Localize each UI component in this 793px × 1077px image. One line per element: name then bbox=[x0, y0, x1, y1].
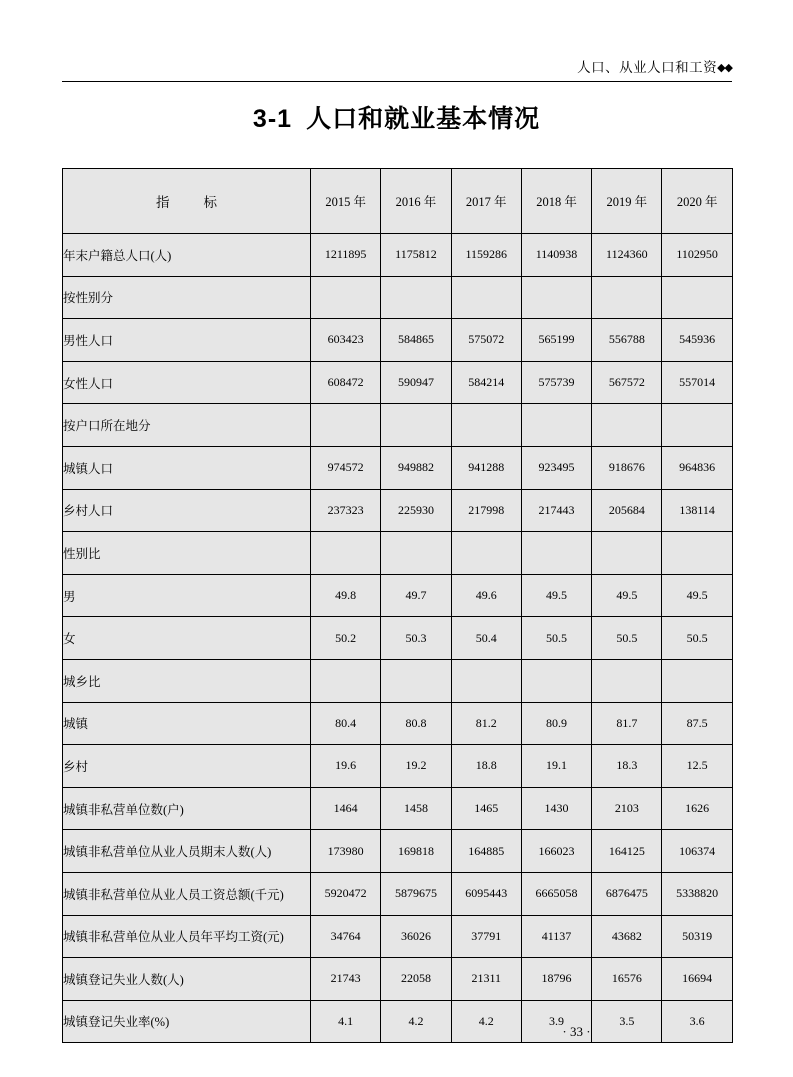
cell-value: 36026 bbox=[381, 915, 451, 958]
cell-value: 49.8 bbox=[311, 574, 381, 617]
table-row bbox=[63, 872, 733, 915]
page-footer bbox=[0, 1024, 793, 1040]
row-label: 女 bbox=[63, 617, 311, 660]
cell-value: 590947 bbox=[381, 361, 451, 404]
cell-value bbox=[592, 659, 662, 702]
cell-value bbox=[311, 404, 381, 447]
cell-value: 43682 bbox=[592, 915, 662, 958]
cell-value: 4.2 bbox=[381, 1000, 451, 1043]
cell-value bbox=[662, 659, 732, 702]
running-header bbox=[62, 56, 732, 76]
column-header-2019: 2019 年 bbox=[592, 169, 662, 234]
row-label: 城镇非私营单位从业人员年平均工资(元) bbox=[63, 915, 311, 958]
cell-value: 3.9 bbox=[521, 1000, 591, 1043]
cell-value: 50319 bbox=[662, 915, 732, 958]
cell-value: 557014 bbox=[662, 361, 732, 404]
row-label: 城乡比 bbox=[63, 659, 311, 702]
cell-value: 1430 bbox=[521, 787, 591, 830]
row-label: 乡村 bbox=[63, 745, 311, 788]
cell-value bbox=[381, 532, 451, 575]
cell-value: 50.3 bbox=[381, 617, 451, 660]
table-row bbox=[63, 489, 733, 532]
cell-value: 5920472 bbox=[311, 872, 381, 915]
cell-value: 34764 bbox=[311, 915, 381, 958]
cell-value bbox=[311, 532, 381, 575]
cell-value: 567572 bbox=[592, 361, 662, 404]
cell-value bbox=[662, 276, 732, 319]
cell-value: 80.9 bbox=[521, 702, 591, 745]
cell-value: 949882 bbox=[381, 446, 451, 489]
cell-value: 4.2 bbox=[451, 1000, 521, 1043]
cell-value: 584865 bbox=[381, 319, 451, 362]
cell-value: 608472 bbox=[311, 361, 381, 404]
cell-value: 974572 bbox=[311, 446, 381, 489]
column-header-2018: 2018 年 bbox=[521, 169, 591, 234]
column-header-2015: 2015 年 bbox=[311, 169, 381, 234]
cell-value: 80.4 bbox=[311, 702, 381, 745]
indicator-header-label: 指 标 bbox=[156, 195, 217, 210]
cell-value: 217443 bbox=[521, 489, 591, 532]
table-title-text: 人口和就业基本情况 bbox=[306, 105, 541, 133]
cell-value: 1465 bbox=[451, 787, 521, 830]
table-number: 3-1 bbox=[252, 105, 293, 133]
table-row bbox=[63, 446, 733, 489]
cell-value: 166023 bbox=[521, 830, 591, 873]
cell-value: 18.8 bbox=[451, 745, 521, 788]
cell-value bbox=[451, 404, 521, 447]
row-label: 城镇非私营单位从业人员工资总额(千元) bbox=[63, 872, 311, 915]
row-label: 乡村人口 bbox=[63, 489, 311, 532]
cell-value: 1175812 bbox=[381, 234, 451, 277]
cell-value: 205684 bbox=[592, 489, 662, 532]
cell-value bbox=[521, 404, 591, 447]
cell-value: 50.4 bbox=[451, 617, 521, 660]
row-label: 城镇非私营单位从业人员期末人数(人) bbox=[63, 830, 311, 873]
cell-value: 556788 bbox=[592, 319, 662, 362]
cell-value: 575739 bbox=[521, 361, 591, 404]
column-header-2016: 2016 年 bbox=[381, 169, 451, 234]
cell-value: 21311 bbox=[451, 958, 521, 1001]
cell-value bbox=[451, 276, 521, 319]
cell-value: 584214 bbox=[451, 361, 521, 404]
column-header-2017: 2017 年 bbox=[451, 169, 521, 234]
page-number: · 33 · bbox=[562, 1024, 591, 1039]
cell-value: 18.3 bbox=[592, 745, 662, 788]
page-title bbox=[0, 99, 793, 135]
cell-value: 19.6 bbox=[311, 745, 381, 788]
cell-value: 3.5 bbox=[592, 1000, 662, 1043]
table-row bbox=[63, 958, 733, 1001]
cell-value: 225930 bbox=[381, 489, 451, 532]
cell-value: 575072 bbox=[451, 319, 521, 362]
cell-value: 81.2 bbox=[451, 702, 521, 745]
cell-value: 21743 bbox=[311, 958, 381, 1001]
cell-value: 87.5 bbox=[662, 702, 732, 745]
table-header bbox=[63, 169, 733, 234]
cell-value: 565199 bbox=[521, 319, 591, 362]
cell-value: 22058 bbox=[381, 958, 451, 1001]
cell-value: 106374 bbox=[662, 830, 732, 873]
cell-value bbox=[311, 276, 381, 319]
cell-value: 1626 bbox=[662, 787, 732, 830]
column-header-2020: 2020 年 bbox=[662, 169, 732, 234]
cell-value: 80.8 bbox=[381, 702, 451, 745]
cell-value: 50.2 bbox=[311, 617, 381, 660]
column-header-indicator bbox=[63, 169, 311, 234]
row-label: 城镇登记失业人数(人) bbox=[63, 958, 311, 1001]
cell-value: 5879675 bbox=[381, 872, 451, 915]
cell-value bbox=[381, 276, 451, 319]
row-label: 女性人口 bbox=[63, 361, 311, 404]
cell-value bbox=[381, 659, 451, 702]
statistics-table-container bbox=[62, 168, 732, 1043]
cell-value: 138114 bbox=[662, 489, 732, 532]
row-label: 城镇 bbox=[63, 702, 311, 745]
table-row bbox=[63, 319, 733, 362]
cell-value: 49.6 bbox=[451, 574, 521, 617]
table-row bbox=[63, 404, 733, 447]
table-row bbox=[63, 276, 733, 319]
cell-value bbox=[381, 404, 451, 447]
table-row bbox=[63, 915, 733, 958]
cell-value: 1211895 bbox=[311, 234, 381, 277]
cell-value: 603423 bbox=[311, 319, 381, 362]
cell-value: 918676 bbox=[592, 446, 662, 489]
row-label: 城镇非私营单位数(户) bbox=[63, 787, 311, 830]
row-label: 性别比 bbox=[63, 532, 311, 575]
cell-value: 164885 bbox=[451, 830, 521, 873]
cell-value: 1140938 bbox=[521, 234, 591, 277]
cell-value: 50.5 bbox=[521, 617, 591, 660]
cell-value: 5338820 bbox=[662, 872, 732, 915]
cell-value: 16694 bbox=[662, 958, 732, 1001]
table-row bbox=[63, 659, 733, 702]
running-header-text: 人口、从业人口和工资 bbox=[577, 60, 718, 75]
cell-value bbox=[451, 532, 521, 575]
cell-value: 1102950 bbox=[662, 234, 732, 277]
cell-value: 50.5 bbox=[592, 617, 662, 660]
cell-value bbox=[592, 404, 662, 447]
cell-value: 237323 bbox=[311, 489, 381, 532]
table-row bbox=[63, 234, 733, 277]
cell-value: 19.2 bbox=[381, 745, 451, 788]
cell-value bbox=[592, 532, 662, 575]
cell-value: 1159286 bbox=[451, 234, 521, 277]
cell-value: 923495 bbox=[521, 446, 591, 489]
cell-value: 37791 bbox=[451, 915, 521, 958]
cell-value: 173980 bbox=[311, 830, 381, 873]
table-row bbox=[63, 830, 733, 873]
cell-value: 1464 bbox=[311, 787, 381, 830]
cell-value: 49.7 bbox=[381, 574, 451, 617]
cell-value: 3.6 bbox=[662, 1000, 732, 1043]
cell-value: 2103 bbox=[592, 787, 662, 830]
statistics-table bbox=[62, 168, 733, 1043]
cell-value bbox=[592, 276, 662, 319]
row-label: 按性别分 bbox=[63, 276, 311, 319]
cell-value: 49.5 bbox=[521, 574, 591, 617]
table-row bbox=[63, 787, 733, 830]
cell-value: 6095443 bbox=[451, 872, 521, 915]
cell-value: 18796 bbox=[521, 958, 591, 1001]
cell-value: 964836 bbox=[662, 446, 732, 489]
table-row bbox=[63, 617, 733, 660]
cell-value: 941288 bbox=[451, 446, 521, 489]
cell-value bbox=[521, 276, 591, 319]
cell-value bbox=[662, 532, 732, 575]
cell-value: 50.5 bbox=[662, 617, 732, 660]
header-diamond-icon: ◆◆ bbox=[717, 62, 732, 74]
table-body bbox=[63, 234, 733, 1043]
cell-value: 49.5 bbox=[592, 574, 662, 617]
row-label: 按户口所在地分 bbox=[63, 404, 311, 447]
table-row bbox=[63, 361, 733, 404]
row-label: 城镇登记失业率(%) bbox=[63, 1000, 311, 1043]
table-row bbox=[63, 702, 733, 745]
cell-value: 169818 bbox=[381, 830, 451, 873]
cell-value: 6665058 bbox=[521, 872, 591, 915]
header-divider bbox=[62, 81, 732, 82]
cell-value: 4.1 bbox=[311, 1000, 381, 1043]
cell-value: 16576 bbox=[592, 958, 662, 1001]
cell-value: 19.1 bbox=[521, 745, 591, 788]
row-label: 年末户籍总人口(人) bbox=[63, 234, 311, 277]
table-row bbox=[63, 745, 733, 788]
cell-value bbox=[521, 659, 591, 702]
cell-value: 12.5 bbox=[662, 745, 732, 788]
cell-value: 41137 bbox=[521, 915, 591, 958]
cell-value: 49.5 bbox=[662, 574, 732, 617]
cell-value: 545936 bbox=[662, 319, 732, 362]
cell-value: 164125 bbox=[592, 830, 662, 873]
cell-value bbox=[451, 659, 521, 702]
row-label: 城镇人口 bbox=[63, 446, 311, 489]
row-label: 男性人口 bbox=[63, 319, 311, 362]
cell-value: 81.7 bbox=[592, 702, 662, 745]
cell-value bbox=[521, 532, 591, 575]
cell-value: 6876475 bbox=[592, 872, 662, 915]
table-row bbox=[63, 574, 733, 617]
cell-value: 217998 bbox=[451, 489, 521, 532]
cell-value bbox=[311, 659, 381, 702]
table-row bbox=[63, 532, 733, 575]
row-label: 男 bbox=[63, 574, 311, 617]
table-header-row bbox=[63, 169, 733, 234]
cell-value: 1458 bbox=[381, 787, 451, 830]
cell-value: 1124360 bbox=[592, 234, 662, 277]
cell-value bbox=[662, 404, 732, 447]
